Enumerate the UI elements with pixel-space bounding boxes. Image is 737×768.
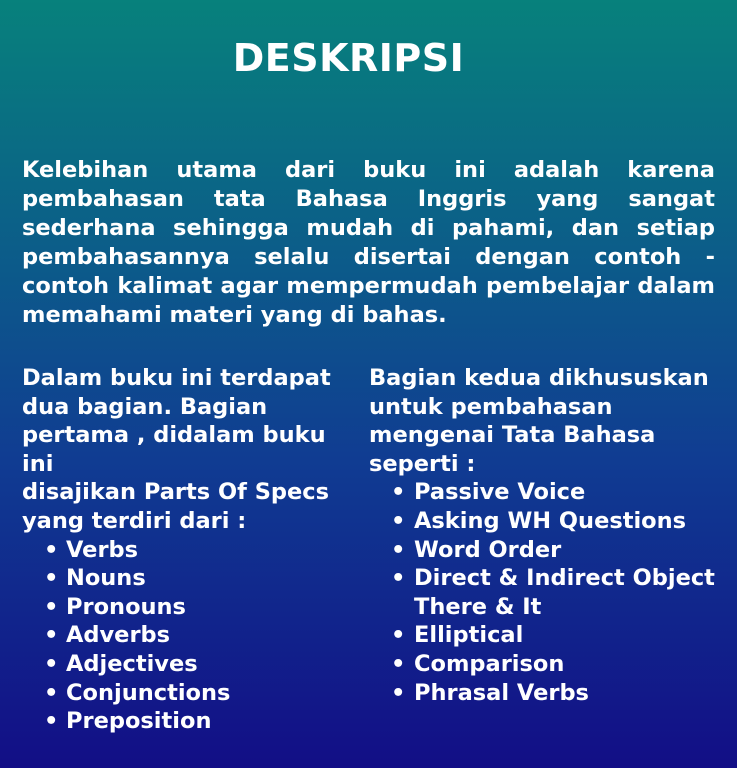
right-column	[369, 364, 729, 707]
right-intro-line: untuk pembahasan	[369, 393, 613, 420]
list-item: • Pronouns	[22, 593, 362, 622]
parts-of-speech-list	[22, 536, 362, 736]
right-intro-line: mengenai Tata Bahasa	[369, 422, 656, 449]
list-item: • Elliptical	[369, 621, 729, 650]
right-intro-line: Bagian kedua dikhususkan	[369, 365, 709, 391]
left-column	[22, 364, 362, 736]
list-item: • Verbs	[22, 536, 362, 565]
list-item: • Word Order	[369, 536, 729, 565]
left-intro-line: dua bagian. Bagian	[22, 393, 268, 420]
list-item: • Passive Voice	[369, 478, 729, 507]
left-intro-line: yang terdiri dari :	[22, 507, 247, 534]
right-intro-line: seperti :	[369, 450, 476, 477]
intro-paragraph: Kelebihan utama dari buku ini adalah karena pembahasan tata Bahasa Inggris yang sangat sederhana sehingga mudah di pahami, dan setiap pembahasannya selalu disertai dengan contoh - contoh kalimat agar mempermudah pembelajar dalam memahami materi yang di bahas.	[22, 157, 715, 328]
list-item: • Direct & Indirect Object There & It	[369, 564, 729, 621]
list-item: • Preposition	[22, 707, 362, 736]
list-item: • Adverbs	[22, 621, 362, 650]
left-intro-line: Dalam buku ini terdapat	[22, 365, 331, 391]
page-title: DESKRIPSI	[232, 36, 465, 80]
left-intro-line: pertama , didalam buku ini	[22, 422, 326, 477]
list-item: • Adjectives	[22, 650, 362, 679]
list-item: • Conjunctions	[22, 679, 362, 708]
grammar-topics-list	[369, 478, 729, 707]
list-item: • Comparison	[369, 650, 729, 679]
list-item: • Nouns	[22, 564, 362, 593]
list-item: • Phrasal Verbs	[369, 679, 729, 708]
left-intro-line: disajikan Parts Of Specs	[22, 479, 330, 506]
list-item: • Asking WH Questions	[369, 507, 729, 536]
